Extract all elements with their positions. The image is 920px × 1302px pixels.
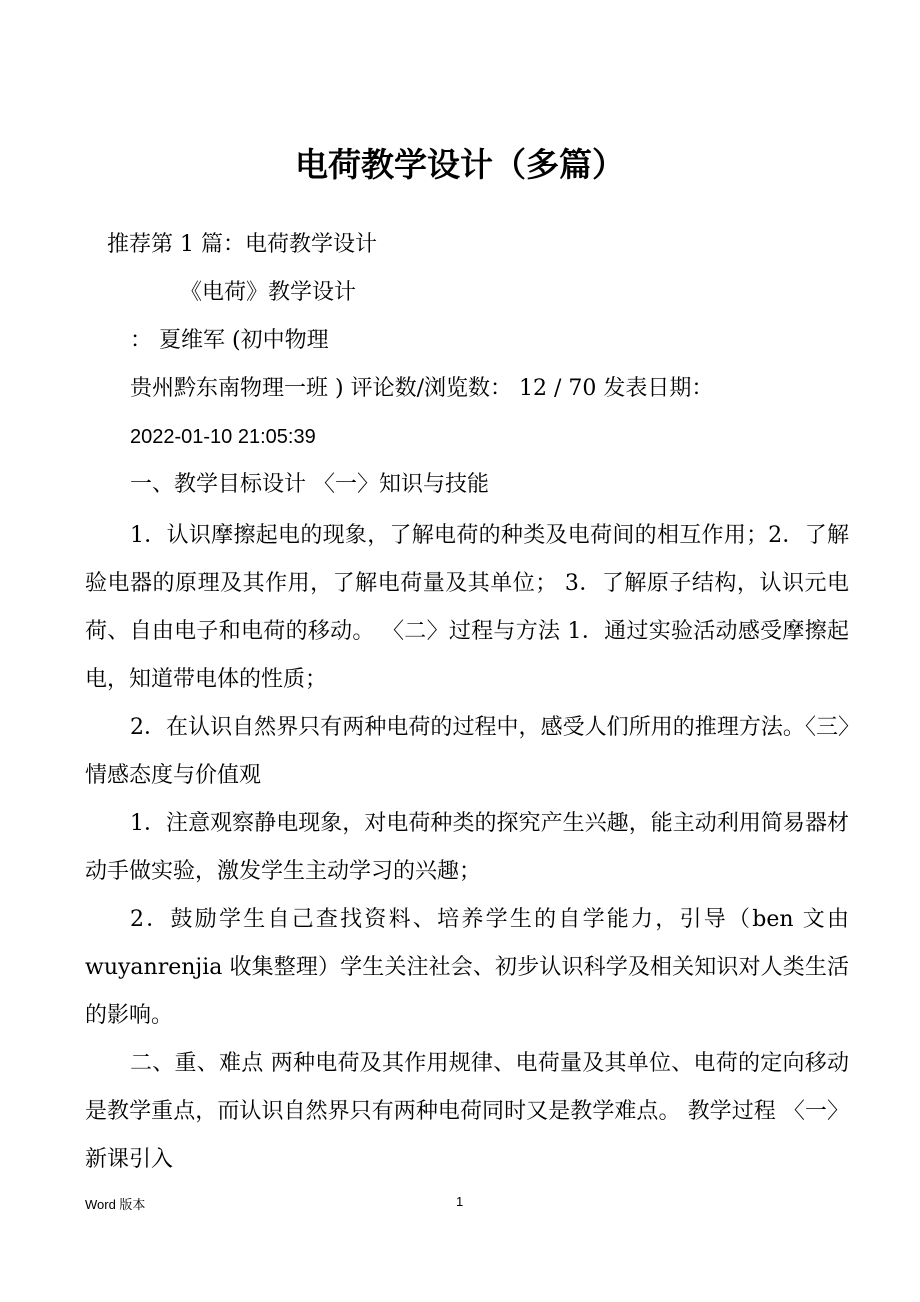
section-heading: 一、教学目标设计 〈一〉知识与技能 [130,472,489,497]
footer-label: Word 版本 [85,1197,146,1212]
meta-line: 贵州黔东南物理一班 ) 评论数/浏览数： 12 / 70 发表日期： [130,376,714,401]
subtitle-line: 《电荷》教学设计 [180,280,357,305]
paragraph-2: 2．在认识自然界只有两种电荷的过程中，感受人们所用的推理方法。〈三〉情感态度与价值观 [85,715,849,788]
date-line: 2022-01-10 21:05:39 [130,426,316,448]
paragraph-3: 1．注意观察静电现象，对电荷种类的探究产生兴趣，能主动利用简易器材动手做实验，激发学生主动学习的兴趣； [85,811,849,884]
paragraph-1: 1．认识摩擦起电的现象，了解电荷的种类及电荷间的相互作用；2．了解验电器的原理及其作用，了解电荷量及其单位； 3．了解原子结构，认识元电荷、自由电子和电荷的移动。 〈二〉过程与方法 1．通过实验活动感受摩擦起电，知道带电体的性质； [85,523,849,692]
recommend-line: 推荐第 1 篇：电荷教学设计 [107,232,377,257]
paragraph-4: 2．鼓励学生自己查找资料、培养学生的自学能力，引导（ben 文由 wuyanrenjia 收集整理）学生关注社会、初步认识科学及相关知识对人类生活的影响。 [85,907,849,1028]
paragraph-5: 二、重、难点 两种电荷及其作用规律、电荷量及其单位、电荷的定向移动是教学重点，而认识自然界只有两种电荷同时又是教学难点。 教学过程 〈一〉新课引入 [85,1051,849,1172]
page-title: 电荷教学设计（多篇） [295,145,625,184]
page-number: 1 [456,1194,464,1209]
author-line: ： 夏维军 (初中物理 [130,328,329,353]
